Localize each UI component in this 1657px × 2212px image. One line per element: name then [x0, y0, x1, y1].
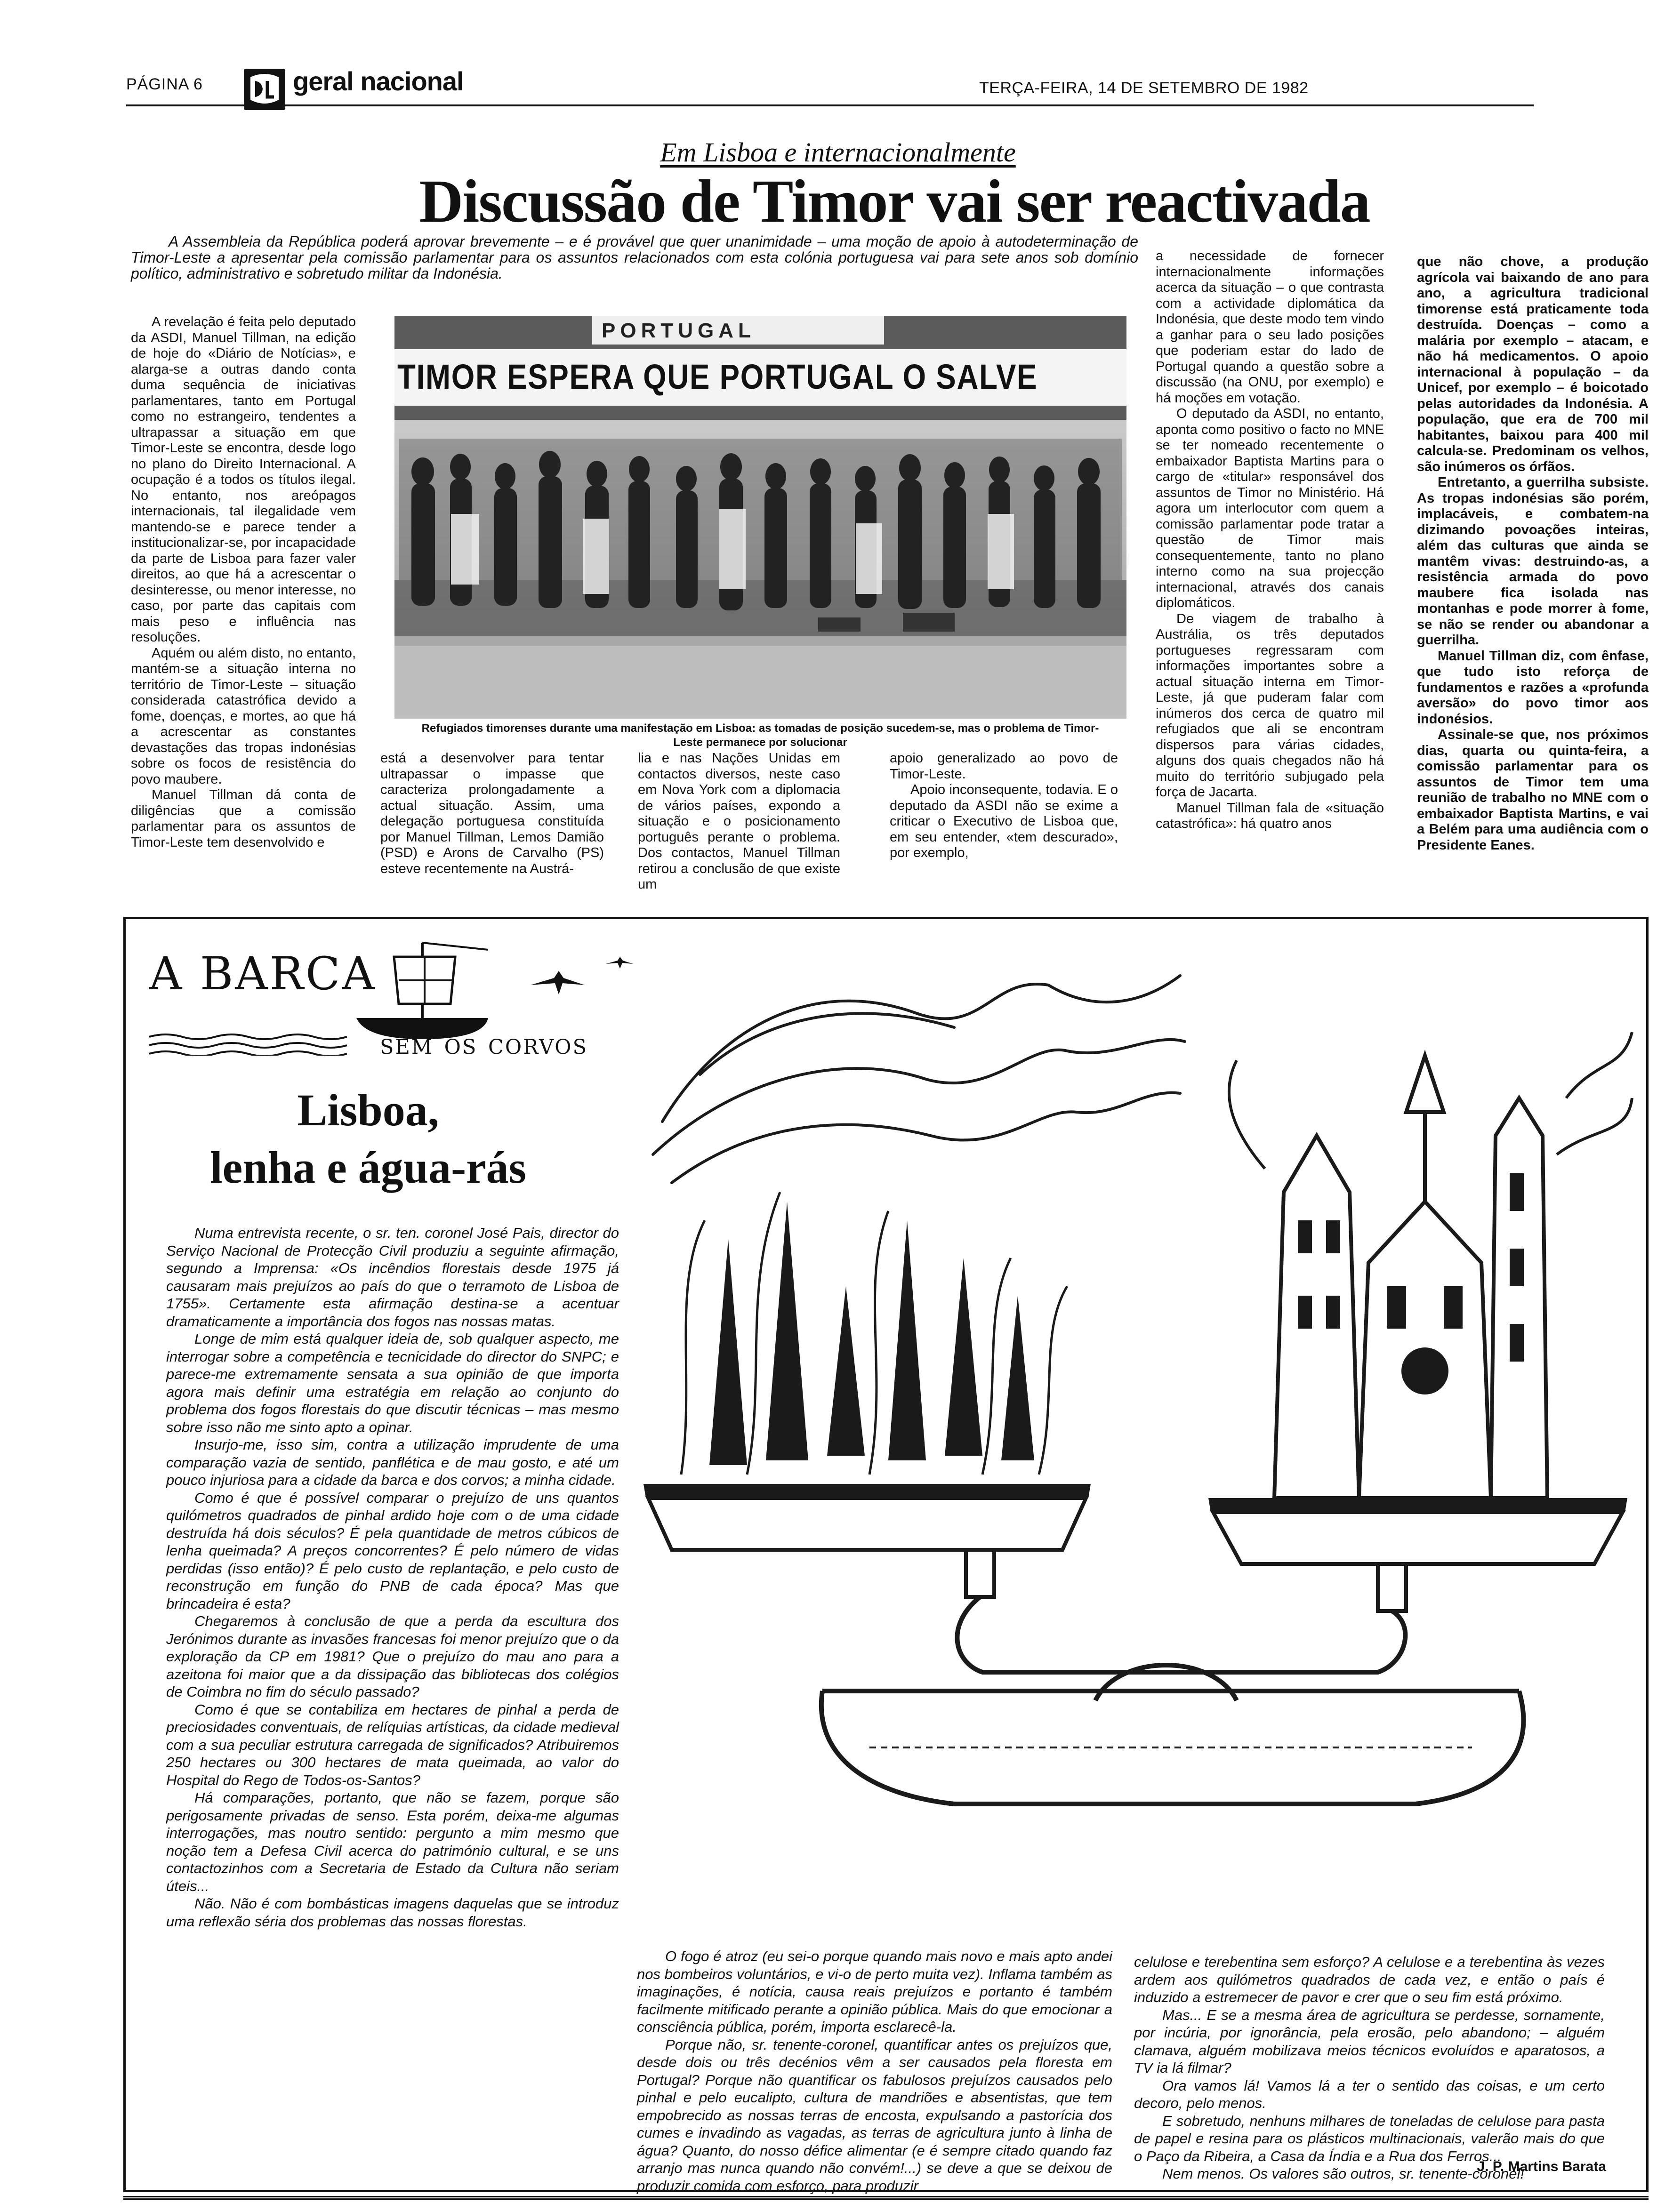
paragraph: Manuel Tillman dá conta de diligências que a comissão parlamentar para os assuntos de Timor-Leste tem desenvolvido e [131, 787, 356, 850]
article2-column-2 [637, 1948, 1112, 2194]
article2-headline [126, 1082, 611, 1196]
paragraph: Mas... E se a mesma área de agricultura se perdesse, sornamente, por incúria, por ignorância, pela erosão, pelo abandono; – alguém clamava, alguém mobilizava meios técnicos evoluídos e aparatosos, a TV ia lá filmar? [1134, 2006, 1605, 2076]
article-column-1 [131, 314, 356, 898]
paragraph: Assinale-se que, nos próximos dias, quarta ou quinta-feira, a comissão parlamentar para os assuntos de Timor tem uma reunião de trabalho no MNE com o embaixador Baptista Martins, e vai a Belém para uma audiência com o Presidente Eanes. [1417, 727, 1649, 853]
paragraph: Apoio inconsequente, todavia. E o deputado da ASDI não se exime a criticar o Executivo de Lisboa que, em seu entender, «tem descurado», por exemplo, [890, 782, 1118, 860]
paragraph: O deputado da ASDI, no entanto, aponta como positivo o facto no MNE se ter nomeado recentemente o embaixador Baptista Martins para o cargo de «titular» responsável dos assuntos de Timor no Ministério. Há agora um interlocutor com quem a comissão parlamentar pode tratar a questão de Timor mais consequentemente, tanto no plano interno como na sua projecção internacional, através dos canais diplomáticos. [1156, 406, 1384, 610]
article-column-3 [638, 751, 840, 901]
author-signature: J. P. Martins Barata [1477, 2159, 1606, 2174]
article-column-5 [1156, 248, 1384, 903]
page-header [0, 0, 1657, 118]
paragraph: E sobretudo, nenhuns milhares de toneladas de celulose para pasta de papel e resina para os plásticos multinacionais, valerão mais do que o Paço da Ribeira, a Casa da Índia e a Rua dos Ferros... [1134, 2112, 1605, 2164]
column-logo [149, 938, 639, 1061]
wave-icon [149, 1032, 347, 1056]
paragraph: apoio generalizado ao povo de Timor-Leste. [890, 751, 1118, 782]
paragraph: a necessidade de fornecer internacionalmente informações acerca da situação – o que contrasta com a actividade diplomática da Indonésia, que deste modo tem vindo a ganhar para o seu lado posições que poderiam estar do lado de Portugal quando a questão sobre a discussão (na ONU, por exemplo) e há moções em votação. [1156, 248, 1384, 406]
photo-caption: Refugiados timorenses durante uma manifestação em Lisboa: as tomadas de posição sucedem-se, mas o problema de Timor-Leste permanece por solucionar [421, 722, 1099, 749]
photo-banner-top: PORTUGAL [602, 319, 756, 342]
paragraph: Como é que se contabiliza em hectares de pinhal a perda de preciosidades conventuais, de relíquias artísticas, da cidade medieval com a sua peculiar estrutura carregada de significados? Atribuiremos 250 hectares ou 300 hectares de mata queimada, ao valor do Hospital do Rego de Todos-os-Santos? [166, 1701, 619, 1788]
article-headline: Discussão de Timor vai ser reactivada [419, 168, 1370, 235]
paragraph: Não. Não é com bombásticas imagens daquelas que se introduz uma reflexão séria dos problemas das nossas florestas. [166, 1895, 619, 1930]
paragraph: Manuel Tillman diz, com ênfase, que tudo isto reforça de fundamentos e razões a «profunda aversão» do povo timor aos indonésios. [1417, 648, 1649, 727]
paragraph: Há comparações, portanto, que não se fazem, porque são perigosamente privadas de senso. Esta porém, deixa-me algumas interrogações, mas noutro sentido: pergunto a mim mesmo que noção tem a Defesa Civil acerca do património cultural, e se uns contactozinhos com a Secretaria de Estado da Cultura não seriam úteis... [166, 1789, 619, 1894]
paragraph: está a desenvolver para tentar ultrapassar o impasse que caracteriza prolongadamente a actual situação. Assim, uma delegação portuguesa constituída por Manuel Tillman, Lemos Damião (PSD) e Arons de Carvalho (PS) esteve recentemente na Austrá- [380, 751, 604, 876]
paragraph: Chegaremos à conclusão de que a perda da escultura dos Jerónimos durante as invasões francesas foi menor prejuízo que o da exploração da CP em 1981? Que o prejuízo do mau ano para a azeitona foi maior que a da dissipação das bibliotecas dos colégios de Coimbra no fim do século passado? [166, 1613, 619, 1700]
paragraph: De viagem de trabalho à Austrália, os três deputados portugueses regressaram com informações importantes sobre a actual situação interna em Timor-Leste, já que puderam falar com inúmeros dos cerca de quatro mil refugiados que ali se encontram dispersos para várias cidades, alguns dos quais chegados não há muito do território subjugado pela força de Jacarta. [1156, 611, 1384, 800]
paragraph: Entretanto, a guerrilha subsiste. As tropas indonésias são porém, implacáveis, e combatem-na dizimando povoações inteiras, além das culturas que ainda se mantêm vivas: destruindo-as, a resistência armada do povo maubere fica isolada nas montanhas e pode morrer à fome, se não se render ou abandonar a guerrilha. [1417, 475, 1649, 648]
paragraph: Aquém ou além disto, no entanto, mantém-se a situação interna no território de Timor-Leste – situação considerada catastrófica devido a fome, doenças, e mortes, ao que há a acrescentar as constantes devastações das tropas indonésias sobre os focos de resistência do povo maubere. [131, 645, 356, 787]
article-column-4 [890, 751, 1118, 901]
paragraph: Porque não, sr. tenente-coronel, quantificar antes os prejuízos que, desde dois ou três decénios vêm a ser causados pela floresta em Portugal? Porque não quantificar os fabulosos prejuízos causados pelo pinhal e pelo eucalipto, cultura de mandriões e absentistas, que tem empobrecido as nossas terras de encosta, expulsando a pastorícia dos cumes e invadindo as vagadas, as terras de agricultura junto à linha de água? Quanto, do nosso défice alimentar (e é sempre citado quando faz arranjo mas nunca quando não convém!...) se deve a que se deixou de produzir comida com esforço, para produzir [637, 2036, 1112, 2194]
article-column-6 [1417, 254, 1649, 904]
headline-line: Lisboa, [297, 1085, 439, 1135]
section-title: geral nacional [293, 66, 464, 96]
article2-column-1 [166, 1224, 619, 2161]
page-date: TERÇA-FEIRA, 14 DE SETEMBRO DE 1982 [979, 79, 1309, 97]
article-barca-box [123, 917, 1649, 2192]
article-column-2 [380, 751, 604, 901]
column-logo-title: A BARCA [149, 947, 377, 1000]
paragraph: que não chove, a produção agrícola vai baixando de ano para ano, a agricultura tradicional timorense está praticamente toda destruída. Doenças – como a malária por exemplo – atacam, e não há medicamentos. O apoio internacional à população – da Unicef, por exemplo – é boicotado pelas autoridades da Indonésia. A população, que era de 700 mil habitantes, baixou para 400 mil calcula-se. Predominam os velhos, são inúmeros os órfãos. [1417, 254, 1649, 474]
paragraph: Ora vamos lá! Vamos lá a ter o sentido das coisas, e um certo decoro, pelo menos. [1134, 2077, 1605, 2111]
paragraph: Numa entrevista recente, o sr. ten. coronel José Pais, director do Serviço Nacional de Protecção Civil produziu a seguinte afirmação, segundo a Imprensa: «Os incêndios florestais desde 1975 já causaram mais prejuízos ao país do que o terramoto de Lisboa de 1755». Certamente esta afirmação destina-se a acentuar dramaticamente a importância dos fogos nas nossas matas. [166, 1225, 619, 1330]
photo-banner-text: TIMOR ESPERA QUE PORTUGAL O SALVE [397, 357, 1038, 396]
header-rule [126, 104, 1534, 106]
paragraph: Como é que é possível comparar o prejuízo de uns quantos quilómetros quadrados de pinhal ardido hoje com o de uma cidade destruída há dois séculos? É pela quantidade de metros cúbicos de lenha queimada? A preços concorrentes? É pelo número de vidas perdidas (isso então)? É pelo custo de replantação, e pelo custo de reconstrução em função do PNB de cada época? Mas que brincadeira é esta? [166, 1489, 619, 1612]
bottom-rule [123, 2196, 1649, 2200]
paragraph: celulose e terebentina sem esforço? A celulose e a terebentina às vezes ardem aos quilómetros quadrados de cada vez, e então o país é induzido a estremecer de pavor e crer que o seu fim está próximo. [1134, 1954, 1605, 2005]
paragraph: Insurjo-me, isso sim, contra a utilização imprudente de uma comparação vazia de sentido, panflética e de mau gosto, e até um pouco injuriosa para a cidade da barca e dos corvos; a minha cidade. [166, 1436, 619, 1488]
paragraph: O fogo é atroz (eu sei-o porque quando mais novo e mais apto andei nos bombeiros voluntários, e vi-o de perto muita vez). Inflama também as imaginações, é notícia, causa reais prejuízos e portanto é também facilmente mitificado perante a opinião pública. Mais do que emocionar a consciência pública, porém, importa esclarecê-la. [637, 1948, 1112, 2035]
headline-line: lenha e água-rás [210, 1142, 526, 1193]
paragraph: Nem menos. Os valores são outros, sr. tenente-coronel! [1162, 2165, 1525, 2182]
paragraph: lia e nas Nações Unidas em contactos diversos, neste caso em Nova York com a diplomacia de vários países, expondo a situação e o posicionamento português perante o problema. Dos contactos, Manuel Tillman retirou a conclusão de que existe um [638, 751, 840, 892]
page-number-label: PÁGINA 6 [126, 75, 203, 93]
crow-icon [526, 952, 634, 1009]
article-lead: A Assembleia da República poderá aprovar brevemente – e é provável que quer unanimidade – uma moção de apoio à autodeterminação de Timor-Leste a apresentar pela comissão parlamentar para os assuntos relacionados com esta colónia portuguesa vai para sete anos sob domínio político, administrativo e sobretudo militar da Indonésia. [131, 233, 1138, 282]
paragraph: Longe de mim está qualquer ideia de, sob qualquer aspecto, me interrogar sobre a competência e tecnicidade do director do SNPC; e parece-me extremamente sensata a sua opinião de que importa agora mais definir uma estratégia em relação ao conjunto do problema dos fogos florestais do que discutir técnicas – mas mesmo sobre isso não me sinto apto a opinar. [166, 1330, 619, 1435]
column-logo-subtitle: sem os corvos [380, 1026, 588, 1061]
paragraph: Manuel Tillman fala de «situação catastrófica»: há quatro anos [1156, 800, 1384, 831]
article-timor [0, 118, 1657, 918]
article-kicker: Em Lisboa e internacionalmente [660, 137, 1016, 168]
scale-burning-forest-vs-burning-city-illustration [625, 957, 1637, 1907]
refugees-photo [394, 316, 1126, 719]
paragraph: A revelação é feita pelo deputado da ASDI, Manuel Tillman, na edição de hoje do «Diário de Notícias», e alarga-se a outras dando conta duma sequência de iniciativas parlamentares, tanto em Portugal como no estrangeiro, tendentes a ultrapassar a situação em que Timor-Leste se encontra, desde logo no plano do Direito Internacional. A ocupação é a todos os títulos ilegal. No entanto, nos areópagos internacionais, tal ilegalidade vem mantendo-se e parece tender a institucionalizar-se, por incapacidade da parte de Lisboa para fazer valer direitos, ao que há a acrescentar o desinteresse, ou menor interesse, no caso, por parte das capitais com mais peso e influência nas resoluções. [131, 314, 356, 645]
